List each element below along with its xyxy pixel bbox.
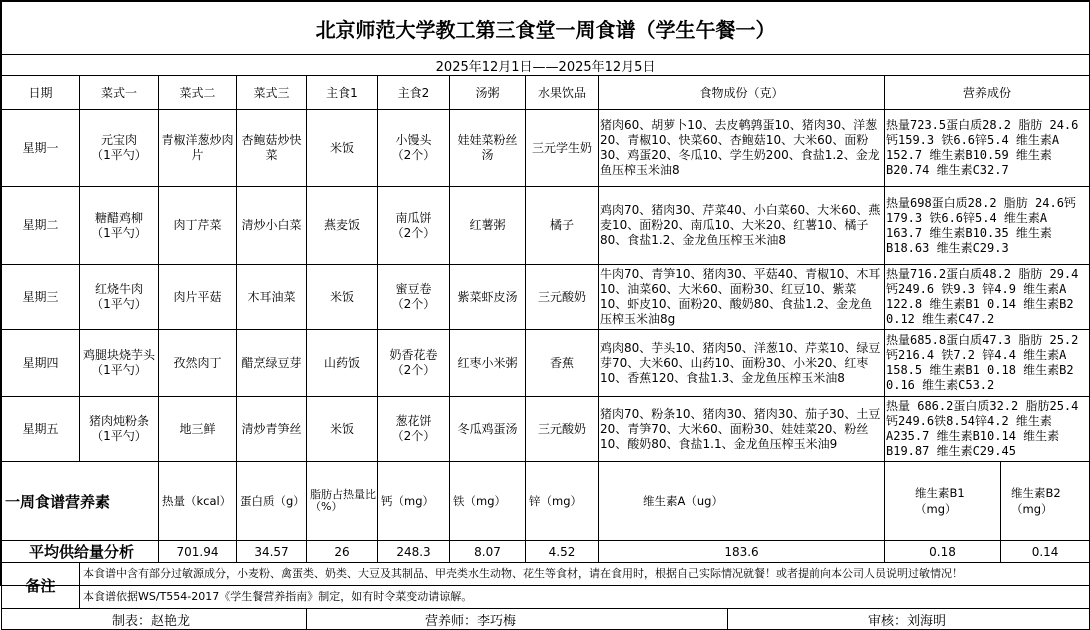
summary-value-energy: 701.94	[159, 541, 237, 563]
dish1-cell: 红烧牛肉 （1平勺）	[80, 265, 159, 330]
summary-header-fat: 脂肪占热量比（%）	[307, 462, 378, 541]
ingredients-cell: 猪肉70、粉条10、猪肉30、猪肉30、茄子30、土豆20、青笋70、大米60、面粉30、娃娃菜20、粉丝10、酸奶80、食盐1.1、金龙鱼压榨玉米油9	[599, 397, 885, 462]
summary-value-protein: 34.57	[237, 541, 307, 563]
day-label: 星期二	[2, 187, 80, 265]
day-label: 星期四	[2, 330, 80, 397]
summary-value-zinc: 4.52	[526, 541, 599, 563]
summary-value-calcium: 248.3	[378, 541, 450, 563]
soup-cell: 娃娃菜粉丝汤	[450, 110, 526, 187]
nutrition-cell: 热量685.8蛋白质47.3 脂肪 25.2 钙216.4 铁7.2 锌4.4 维生素A 158.5 维生素B1 0.18 维生素B2 0.16 维生素C53.2	[885, 330, 1090, 397]
header-dish1: 菜式一	[80, 76, 159, 110]
staple1-cell: 米饭	[307, 265, 378, 330]
soup-cell: 冬瓜鸡蛋汤	[450, 397, 526, 462]
notes-line-1: 本食谱中含有部分过敏源成分，小麦粉、禽蛋类、奶类、大豆及其制品、甲壳类水生动物、花生等食材，请在食用时，根据自己实际情况就餐！或者提前向本公司人员说明过敏情况！	[80, 563, 1090, 586]
header-fruit: 水果饮品	[526, 76, 599, 110]
header-staple2: 主食2	[378, 76, 450, 110]
dish1-cell: 鸡腿块烧芋头 （1平勺）	[80, 330, 159, 397]
ingredients-cell: 牛肉70、青笋10、猪肉30、平菇40、青椒10、木耳10、油菜60、大米60、面粉30、红豆10、紫菜10、虾皮10、面粉20、酸奶80、食盐1.2、金龙鱼压榨玉米油8g	[599, 265, 885, 330]
staple2-cell: 南瓜饼 （2个）	[378, 187, 450, 265]
dish2-cell: 孜然肉丁	[159, 330, 237, 397]
header-dish2: 菜式二	[159, 76, 237, 110]
day-row	[2, 110, 1090, 187]
day-label: 星期五	[2, 397, 80, 462]
summary-label-1: 一周食谱营养素	[2, 462, 159, 541]
summary-header-protein: 蛋白质（g）	[237, 462, 307, 541]
footer-dietitian: 营养师：李巧梅	[307, 609, 728, 630]
fruit-cell: 三元学生奶	[526, 110, 599, 187]
fruit-cell: 三元酸奶	[526, 397, 599, 462]
nutrition-cell: 热量698蛋白质28.2 脂肪 24.6钙179.3 铁6.6锌5.4 维生素A 163.7 维生素B10.35 维生素B18.63 维生素C29.3	[885, 187, 1090, 265]
footer-reviewer: 审核：刘海明	[728, 609, 1090, 630]
day-row	[2, 397, 1090, 462]
dish2-cell: 肉片平菇	[159, 265, 237, 330]
footer-maker: 制表：赵艳龙	[2, 609, 307, 630]
summary-value-iron: 8.07	[450, 541, 526, 563]
dish2-cell: 青椒洋葱炒肉片	[159, 110, 237, 187]
day-label: 星期一	[2, 110, 80, 187]
header-date: 日期	[2, 76, 80, 110]
day-row	[2, 187, 1090, 265]
summary-header-iron: 铁（mg）	[450, 462, 526, 541]
menu-table	[1, 1, 1090, 630]
header-nutrition: 营养成份	[885, 76, 1090, 110]
summary-header-vitb2: 维生素B2（mg）	[1001, 462, 1090, 541]
staple2-cell: 小馒头 （2个）	[378, 110, 450, 187]
dish3-cell: 清炒青笋丝	[237, 397, 307, 462]
day-row	[2, 265, 1090, 330]
nutrition-cell: 热量 686.2蛋白质32.2 脂肪25.4钙249.6铁8.54锌4.2 维生素A235.7 维生素B10.14 维生素B19.87 维生素C29.45	[885, 397, 1090, 462]
summary-header-vita: 维生素A（ug）	[599, 462, 885, 541]
date-range: 2025年12月1日——2025年12月5日	[2, 55, 1090, 76]
summary-header-vitb1: 维生素B1（mg）	[885, 462, 1001, 541]
summary-header-row	[2, 462, 1090, 541]
summary-header-energy: 热量（kcal）	[159, 462, 237, 541]
dish2-cell: 地三鲜	[159, 397, 237, 462]
day-label: 星期三	[2, 265, 80, 330]
notes-row	[2, 563, 1090, 586]
header-dish3: 菜式三	[237, 76, 307, 110]
soup-cell: 紫菜虾皮汤	[450, 265, 526, 330]
staple1-cell: 燕麦饭	[307, 187, 378, 265]
dish1-cell: 糖醋鸡柳 （1平勺）	[80, 187, 159, 265]
ingredients-cell: 猪肉60、胡萝卜10、去皮鹌鹑蛋10、猪肉30、洋葱20、青椒10、快菜60、杏鲍菇10、大米60、面粉30、鸡蛋20、冬瓜10、学生奶200、食盐1.2、金龙鱼压榨玉米油8	[599, 110, 885, 187]
header-soup: 汤粥	[450, 76, 526, 110]
staple2-cell: 葱花饼 （2个）	[378, 397, 450, 462]
summary-label-2: 平均供给量分析	[2, 541, 159, 563]
dish1-cell: 元宝肉 （1平勺）	[80, 110, 159, 187]
dish1-cell: 猪肉炖粉条 （1平勺）	[80, 397, 159, 462]
staple1-cell: 米饭	[307, 397, 378, 462]
dish2-cell: 肉丁芹菜	[159, 187, 237, 265]
nutrition-cell: 热量716.2蛋白质48.2 脂肪 29.4 钙249.6 铁9.3 锌4.9 维生素A 122.8 维生素B1 0.14 维生素B2 0.12 维生素C47.2	[885, 265, 1090, 330]
soup-cell: 红枣小米粥	[450, 330, 526, 397]
fruit-cell: 三元酸奶	[526, 265, 599, 330]
header-ingredients: 食物成份（克）	[599, 76, 885, 110]
page-title: 北京师范大学教工第三食堂一周食谱（学生午餐一）	[2, 2, 1090, 55]
staple1-cell: 米饭	[307, 110, 378, 187]
summary-value-row	[2, 541, 1090, 563]
summary-value-vitb1: 0.18	[885, 541, 1001, 563]
day-row	[2, 330, 1090, 397]
dish3-cell: 杏鲍菇炒快菜	[237, 110, 307, 187]
ingredients-cell: 鸡肉80、芋头10、猪肉50、洋葱10、芹菜10、绿豆芽70、大米60、山药10、面粉30、小米20、红枣10、香蕉120、食盐1.3、金龙鱼压榨玉米油8	[599, 330, 885, 397]
ingredients-cell: 鸡肉70、猪肉30、芹菜40、小白菜60、大米60、燕麦10、面粉20、南瓜10、大米20、红薯10、橘子80、食盐1.2、金龙鱼压榨玉米油8	[599, 187, 885, 265]
dish3-cell: 醋烹绿豆芽	[237, 330, 307, 397]
notes-line-2: 本食谱依据WS/T554-2017《学生餐营养指南》制定，如有时令菜变动请谅解。	[80, 586, 1090, 609]
notes-label: 备注	[2, 563, 80, 609]
header-row	[2, 76, 1090, 110]
staple1-cell: 山药饭	[307, 330, 378, 397]
summary-value-vitb2: 0.14	[1001, 541, 1090, 563]
staple2-cell: 蜜豆卷 （2个）	[378, 265, 450, 330]
summary-header-zinc: 锌（mg）	[526, 462, 599, 541]
staple2-cell: 奶香花卷 （2个）	[378, 330, 450, 397]
dish3-cell: 木耳油菜	[237, 265, 307, 330]
soup-cell: 红薯粥	[450, 187, 526, 265]
summary-header-calcium: 钙（mg）	[378, 462, 450, 541]
footer-row	[2, 609, 1090, 630]
fruit-cell: 橘子	[526, 187, 599, 265]
notes-row	[2, 586, 1090, 609]
header-staple1: 主食1	[307, 76, 378, 110]
nutrition-cell: 热量723.5蛋白质28.2 脂肪 24.6钙159.3 铁6.6锌5.4 维生素A 152.7 维生素B10.59 维生素B20.74 维生素C32.7	[885, 110, 1090, 187]
dish3-cell: 清炒小白菜	[237, 187, 307, 265]
summary-value-fat: 26	[307, 541, 378, 563]
fruit-cell: 香蕉	[526, 330, 599, 397]
summary-value-vita: 183.6	[599, 541, 885, 563]
